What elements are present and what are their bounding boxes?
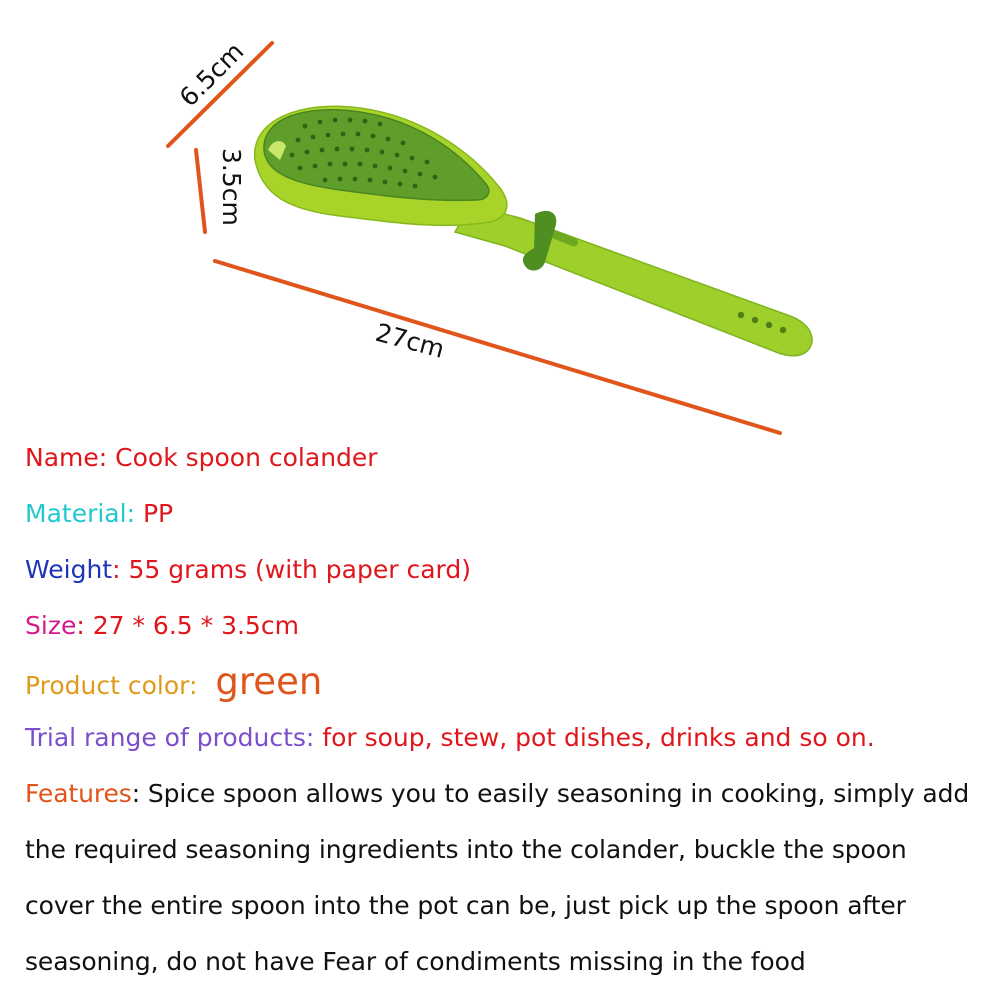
- spec-range-sep: :: [305, 723, 315, 752]
- spec-size: [25, 605, 1000, 661]
- spec-features-sep: :: [131, 779, 141, 808]
- handle-hole: [752, 317, 758, 323]
- spec-size-sep: :: [76, 611, 85, 640]
- product-figure: [0, 0, 1000, 440]
- spec-weight-sep: :: [112, 555, 121, 584]
- handle-hole: [766, 322, 772, 328]
- features-text: the required seasoning ingredients into the colander, buckle the spoon: [25, 835, 907, 864]
- spec-material-label: Material: [25, 499, 127, 528]
- spec-range-value: for soup, stew, pot dishes, drinks and so on.: [314, 723, 875, 752]
- spec-material-value: PP: [135, 499, 174, 528]
- spec-range-label: Trial range of products: [25, 723, 306, 752]
- spec-size-value: 27 * 6.5 * 3.5cm: [84, 611, 299, 640]
- spec-features: [25, 773, 1000, 997]
- height-label: 3.5cm: [217, 148, 246, 226]
- width-label: 6.5cm: [173, 36, 250, 113]
- features-text: Spice spoon allows you to easily seasoning in cooking, simply add: [140, 779, 970, 808]
- length-label: 27cm: [372, 317, 448, 364]
- spoon-handle: [455, 205, 812, 356]
- spec-weight: [25, 549, 1000, 605]
- spec-features-label: Features: [25, 779, 132, 808]
- spec-size-label: Size: [25, 611, 77, 640]
- features-line: [25, 885, 1000, 941]
- spoon-colander-illustration: [255, 106, 812, 356]
- spec-weight-value: 55 grams (with paper card): [120, 555, 471, 584]
- spec-color: [25, 661, 1000, 717]
- features-text: cover the entire spoon into the pot can be, just pick up the spoon after: [25, 891, 906, 920]
- spec-name-value: Cook spoon colander: [115, 443, 378, 472]
- spec-range: [25, 717, 1000, 773]
- spec-name-label: Name:: [25, 443, 108, 472]
- features-line: [25, 941, 1000, 997]
- spec-color-label: Product color:: [25, 671, 198, 700]
- spec-weight-label: Weight: [25, 555, 113, 584]
- features-text: seasoning, do not have Fear of condiments missing in the food: [25, 947, 806, 976]
- spec-name: [25, 437, 1000, 493]
- handle-hole: [738, 312, 744, 318]
- spec-material-sep: :: [126, 499, 135, 528]
- handle-hole: [780, 327, 786, 333]
- height-dimension-line: [196, 150, 205, 232]
- features-line: [25, 829, 1000, 885]
- spec-list: [25, 437, 1000, 997]
- features-line: [25, 773, 1000, 829]
- spec-material: [25, 493, 1000, 549]
- spec-color-value: green: [215, 660, 323, 703]
